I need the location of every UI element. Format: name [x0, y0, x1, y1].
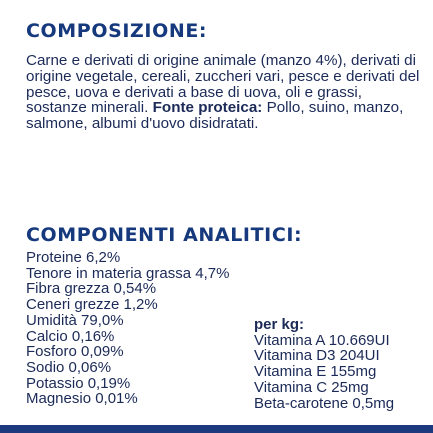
analytical-item-protein: Proteine 6,2%	[26, 249, 121, 266]
analytical-item-sodium: Sodio 0,06%	[26, 358, 112, 376]
analytical-heading: COMPONENTI ANALITICI:	[26, 224, 303, 246]
per-kg-list	[254, 317, 394, 411]
analytical-item-fat: Tenore in materia grassa 4,7%	[26, 264, 230, 282]
composition-paragraph	[26, 53, 426, 132]
analytical-item-potassium: Potassio 0,19%	[26, 374, 131, 392]
protein-source-text: Pollo, suino, manzo, salmone, albumi d'uovo disidratati.	[26, 99, 404, 133]
analytical-item-calcium: Calcio 0,16%	[26, 327, 115, 345]
vitamin-c-item: Vitamina C 25mg	[254, 378, 369, 396]
analytical-list	[26, 250, 229, 407]
vitamin-e-item: Vitamina E 155mg	[254, 363, 377, 381]
composition-text: Carne e derivati di origine animale (manzo 4%), derivati di origine vegetale, cereali, zuccheri vari, pesce e derivati del pesce, uova e derivati a base di uova, oli e grassi, sostanze minerali.	[26, 52, 420, 117]
analytical-item-moisture: Umidità 79,0%	[26, 311, 124, 329]
beta-carotene-item: Beta-carotene 0,5mg	[254, 394, 395, 412]
vitamin-d3-item: Vitamina D3 204UI	[254, 347, 380, 365]
protein-source-label: Fonte proteica:	[152, 99, 263, 117]
vitamin-a-item: Vitamina A 10.669UI	[254, 331, 390, 349]
analytical-item-magnesium: Magnesio 0,01%	[26, 390, 138, 408]
analytical-item-phosphorus: Fosforo 0,09%	[26, 343, 124, 361]
bottom-bar	[0, 425, 433, 433]
composition-heading: COMPOSIZIONE:	[26, 20, 208, 42]
per-kg-title: per kg:	[254, 316, 305, 333]
analytical-item-fiber: Fibra grezza 0,54%	[26, 280, 157, 298]
analytical-item-ash: Ceneri grezze 1,2%	[26, 296, 158, 314]
